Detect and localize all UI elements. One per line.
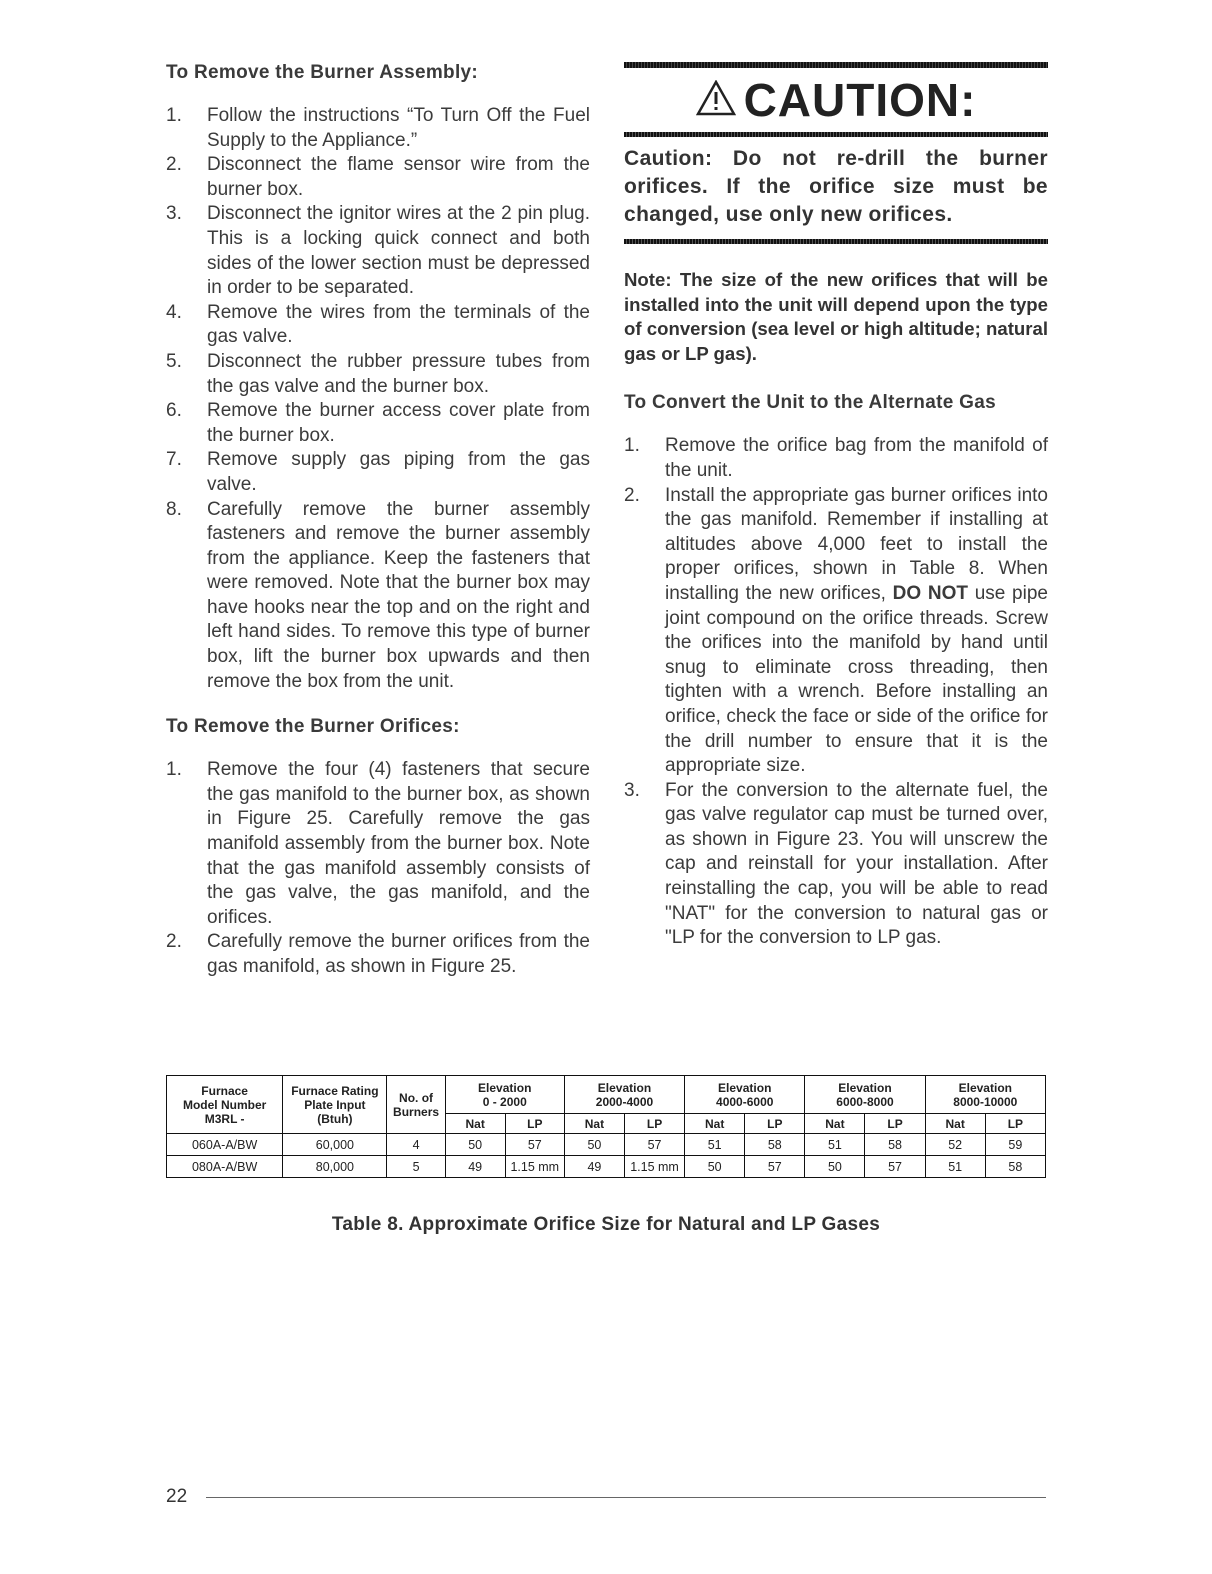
table-caption: Table 8. Approximate Orifice Size for Natural and LP Gases	[331, 1214, 881, 1235]
orifice-size-table	[166, 1075, 1046, 1178]
header-elevation-0-2000: Elevation 0 - 2000	[445, 1076, 564, 1114]
header-lp: LP	[624, 1114, 684, 1134]
header-lp: LP	[505, 1114, 564, 1134]
cell-value: 49	[564, 1156, 624, 1178]
page-number: 22	[166, 1486, 188, 1507]
convert-steps	[624, 434, 1048, 950]
footer-rule	[206, 1497, 1046, 1498]
cell-value: 58	[865, 1134, 925, 1156]
header-model-number: Furnace Model Number M3RL -	[167, 1076, 283, 1134]
list-item: 3. Disconnect the ignitor wires at the 2 pin plug. This is a locking quick connect and both sides of the lower section must be depressed in order to be separated.	[166, 203, 590, 299]
header-nat: Nat	[445, 1114, 505, 1134]
list-item: 6. Remove the burner access cover plate from the burner box.	[166, 400, 590, 446]
cell-rating: 60,000	[283, 1134, 387, 1156]
do-not-emphasis: DO NOT	[892, 582, 968, 604]
header-lp: LP	[865, 1114, 925, 1134]
header-elevation-4000-6000: Elevation 4000-6000	[685, 1076, 805, 1114]
cell-value: 52	[925, 1134, 985, 1156]
cell-burners: 4	[387, 1134, 445, 1156]
left-column	[166, 62, 590, 980]
list-item: 8. Carefully remove the burner assembly fasteners and remove the burner assembly from the appliance. Keep the fasteners that were removed. Note that the burner box may have hooks near the top and on the right and left hand sides. To remove this type of burner box, lift the burner box upwards and then remove the box from the unit.	[166, 498, 590, 692]
note-text: Note: The size of the new orifices that will be installed into the unit will depend upon the type of conversion (sea level or high altitude; natural gas or LP gas).	[624, 269, 1048, 364]
cell-value: 57	[505, 1134, 564, 1156]
caution-mid-rule	[624, 132, 1048, 137]
header-lp: LP	[985, 1114, 1045, 1134]
burner-orifices-steps	[166, 758, 590, 979]
caution-title: CAUTION:	[624, 68, 1048, 132]
warning-triangle-icon	[696, 68, 736, 132]
cell-value: 1.15 mm	[624, 1156, 684, 1178]
cell-value: 59	[985, 1134, 1045, 1156]
cell-value: 50	[445, 1134, 505, 1156]
right-column	[624, 62, 1048, 951]
header-elevation-8000-10000: Elevation 8000-10000	[925, 1076, 1045, 1114]
header-nat: Nat	[805, 1114, 865, 1134]
cell-model: 060A-A/BW	[167, 1134, 283, 1156]
section-gap	[166, 694, 590, 716]
cell-value: 57	[865, 1156, 925, 1178]
cell-value: 49	[445, 1156, 505, 1178]
caution-text: Caution: Do not re-drill the burner orifices. If the orifice size must be changed, use only new orifices.	[624, 147, 1048, 226]
list-item: 4. Remove the wires from the terminals of the gas valve.	[166, 301, 590, 348]
list-item: 1. Remove the four (4) fasteners that secure the gas manifold to the burner box, as shown in Figure 25. Carefully remove the gas manifold assembly from the burner box. Note that the gas manifold assembly consists of the gas valve, the gas manifold, and the orifices.	[166, 759, 590, 928]
cell-value: 1.15 mm	[505, 1156, 564, 1178]
cell-value: 50	[564, 1134, 624, 1156]
cell-value: 58	[745, 1134, 805, 1156]
list-item: 1. Follow the instructions “To Turn Off the Fuel Supply to the Appliance.”	[166, 105, 590, 151]
cell-value: 51	[685, 1134, 745, 1156]
header-elevation-6000-8000: Elevation 6000-8000	[805, 1076, 925, 1114]
cell-value: 51	[805, 1134, 865, 1156]
table-row	[167, 1156, 1046, 1178]
heading-remove-burner-assembly: To Remove the Burner Assembly:	[166, 62, 479, 83]
header-number-of-burners: No. of Burners	[387, 1076, 445, 1134]
list-item: 2. Carefully remove the burner orifices from the gas manifold, as shown in Figure 25.	[166, 931, 590, 977]
list-item: 5. Disconnect the rubber pressure tubes from the gas valve and the burner box.	[166, 350, 590, 397]
cell-value: 58	[985, 1156, 1045, 1178]
cell-value: 51	[925, 1156, 985, 1178]
header-nat: Nat	[564, 1114, 624, 1134]
list-item: 7. Remove supply gas piping from the gas valve.	[166, 449, 590, 495]
header-nat: Nat	[925, 1114, 985, 1134]
list-item: 3. For the conversion to the alternate fuel, the gas valve regulator cap must be turned over, as shown in Figure 23. You will unscrew the cap and reinstall for your installation. After reinstalling the cap, you will be able to read "NAT" for the conversion to natural gas or "LP for the conversion to LP gas.	[624, 779, 1048, 949]
burner-assembly-steps	[166, 104, 590, 694]
caution-box	[624, 62, 1048, 244]
heading-remove-burner-orifices: To Remove the Burner Orifices:	[166, 716, 460, 738]
heading-convert-alternate-gas: To Convert the Unit to the Alternate Gas	[624, 392, 996, 414]
caution-bottom-rule	[624, 239, 1048, 244]
cell-value: 50	[805, 1156, 865, 1178]
header-nat: Nat	[685, 1114, 745, 1134]
cell-value: 50	[685, 1156, 745, 1178]
cell-value: 57	[624, 1134, 684, 1156]
cell-rating: 80,000	[283, 1156, 387, 1178]
table-row	[167, 1134, 1046, 1156]
header-lp: LP	[745, 1114, 805, 1134]
list-item: 2. Install the appropriate gas burner orifices into the gas manifold. Remember if installing at altitudes above 4,000 feet to install the proper orifices, shown in Table 8. When installing the new orifices, DO NOT use pipe joint compound on the orifice threads. Screw the orifices into the manifold by hand until snug to eliminate cross threading, then tighten with a wrench. Before installing an orifice, check the face or side of the orifice for the drill number to ensure that it is the appropriate size.	[624, 484, 1048, 777]
header-elevation-2000-4000: Elevation 2000-4000	[564, 1076, 684, 1114]
list-item: 1. Remove the orifice bag from the manifold of the unit.	[624, 435, 1048, 481]
cell-model: 080A-A/BW	[167, 1156, 283, 1178]
cell-burners: 5	[387, 1156, 445, 1178]
list-item: 2. Disconnect the flame sensor wire from the burner box.	[166, 154, 590, 200]
cell-value: 57	[745, 1156, 805, 1178]
header-furnace-rating: Furnace Rating Plate Input (Btuh)	[283, 1076, 387, 1134]
